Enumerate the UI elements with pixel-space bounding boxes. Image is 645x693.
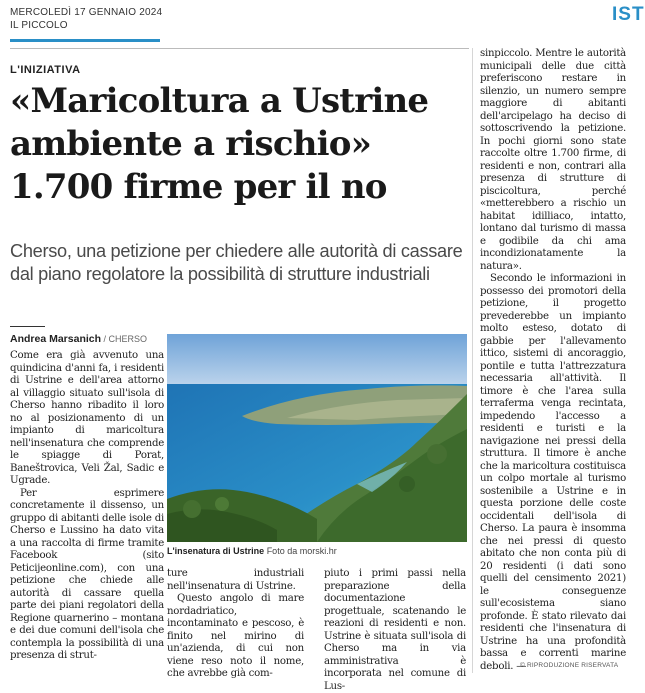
edition-date: MERCOLEDÌ 17 GENNAIO 2024 — [10, 7, 163, 18]
caption-credit: Foto da morski.hr — [266, 546, 337, 556]
column-divider — [472, 48, 473, 673]
article-photo — [167, 334, 467, 542]
photo-caption — [167, 546, 337, 556]
copyright-notice: © RIPRODUZIONE RISERVATA — [520, 662, 619, 669]
body-column-1 — [10, 350, 164, 663]
header-divider — [10, 48, 469, 49]
newspaper-name: IL PICCOLO — [10, 20, 68, 31]
body-column-2 — [167, 568, 304, 681]
byline: Andrea Marsanich / CHERSO — [10, 333, 148, 345]
accent-rule — [10, 39, 160, 42]
body-column-3 — [324, 568, 466, 693]
bay-landscape-image — [167, 334, 467, 542]
body-column-4 — [480, 48, 626, 673]
headline-line-3: 1.700 firme per il no — [10, 167, 387, 207]
headline — [10, 80, 472, 209]
headline-line-2: ambiente a rischio» — [10, 124, 372, 164]
body-paragraph: ture industriali nell'insenatura di Ustrine. — [167, 568, 304, 592]
body-paragraph: Secondo le informazioni in possesso dei promotori della petizione, il progetto prevederebbe un impianto molto esteso, dotato di gabbie per l'allevamento ittico, sistemi di ancoraggio, pontile e tutta l'attrezzatura necessaria all'attività. Il timore è che l'area sulla terraferma venga recintata, impedendo l'accesso a residenti e turisti e la navigazione nei pressi della struttura. Il timore è anche che la maricoltura costituisca un colpo mortale al turismo sostenibile a Ustrine e in questa porzione delle coste occidentali dell'isola di Cherso. La paura è insomma che nei pressi di questo abitato che non conta più di 20 residenti (i dati sono quelli del censimento 2021) le conseguenze sull'ecosistema siano profonde. È stato rilevato dai residenti che l'insenatura di Ustrine ha una profondità bassa e correnti marine deboli. — — [480, 273, 626, 672]
caption-title: L'insenatura di Ustrine — [167, 546, 265, 556]
body-paragraph: Questo angolo di mare nordadriatico, incontaminato e pescoso, è finito nel mirino di un'azienda, di cui non viene reso noto il nome, che avrebbe già com- — [167, 593, 304, 679]
body-paragraph: Per esprimere concretamente il dissenso, un gruppo di abitanti delle isole di Cherso e Lussino ha dato vita a una raccolta di firme tramite Facebook (sito Peticijeonline.com), con una petizione che chiede alle autorità di cassare quella parte dei piani regolatori della Regione quarnerino – montana e dei due comuni dell'isola che contempla la possibilità di una presenza di strut- — [10, 487, 164, 661]
body-paragraph: Come era già avvenuto una quindicina d'anni fa, i residenti di Ustrine e dell'area attorno al villaggio situato sull'isola di Cherso hanno ribadito il loro no al posizionamento di un impianto di maricoltura nell'insenatura che comprende le spiagge di Porat, Baneštrovica, Veli Žal, Sadic e Ugrade. — [10, 350, 164, 486]
body-paragraph: sinpiccolo. Mentre le autorità municipali delle due città preferiscono restare in silenzio, un numero sempre maggiore di abitanti dell'arcipelago ha deciso di sottoscrivendo la petizione. In pochi giorni sono state raccolte oltre 1.700 firme, di residenti e non, contrari alla presenza di strutture di piscicoltura, perché «metterebbero a rischio un habitat idilliaco, intatto, lontano dal turismo di massa e godibile da chi ama incondizionatamente la natura». — [480, 48, 626, 272]
author-name: Andrea Marsanich — [10, 333, 102, 345]
byline-rule — [10, 326, 45, 327]
body-paragraph: piuto i primi passi nella preparazione della documentazione progettuale, scatenando le reazioni di residenti e non. Ustrine è situata sull'isola di Cherso ma in via amministrativa è incorporata nel comune di Lus- — [324, 568, 466, 692]
kicker: L'INIZIATIVA — [10, 64, 81, 76]
subheadline: Cherso, una petizione per chiedere alle autorità di cassare dal piano regolatore la possibilità di strutture industriali — [10, 241, 463, 284]
dateline-place: CHERSO — [108, 334, 148, 344]
headline-line-1: «Maricoltura a Ustrine — [10, 81, 429, 121]
section-tab: IST — [612, 4, 645, 25]
